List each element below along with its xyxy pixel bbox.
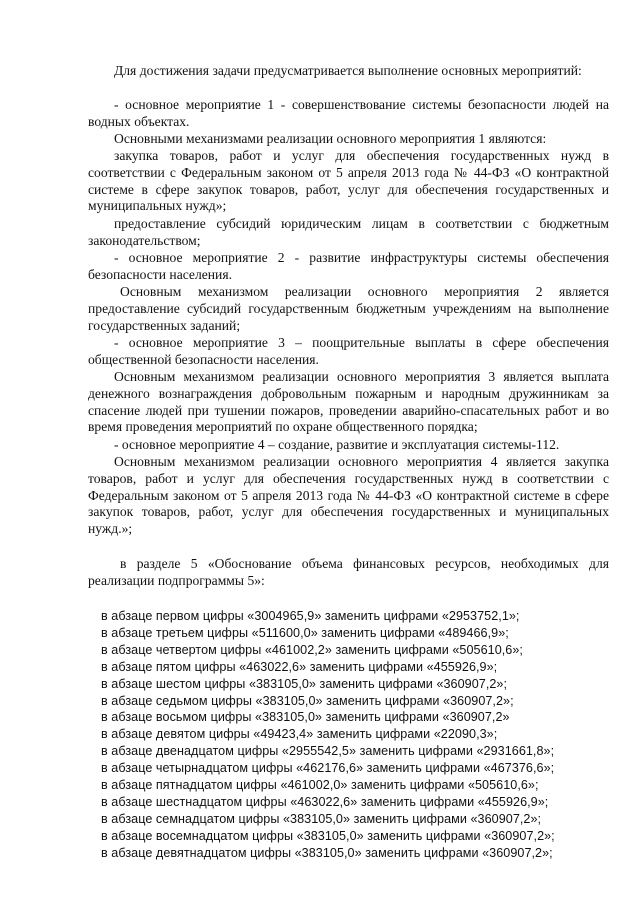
amendment-item: в абзаце четвертом цифры «461002,2» заменить цифрами «505610,6»;: [101, 642, 523, 657]
amendment-item: в абзаце семнадцатом цифры «383105,0» заменить цифрами «360907,2»;: [101, 811, 542, 826]
amendment-item: в абзаце двенадцатом цифры «2955542,5» заменить цифрами «2931661,8»;: [101, 744, 555, 759]
paragraph-procurement-1: закупка товаров, работ и услуг для обеспечения государственных нужд в соответствии с Федеральным законом от 5 апреля 2013 года № 44-ФЗ «О контрактной системе в сфере закупок товаров, работ, услуг для обеспечения государственных и муниципальных нужд»;: [88, 148, 609, 214]
amendment-item: в абзаце девятом цифры «49423,4» заменить цифрами «22090,3»;: [101, 727, 498, 742]
paragraph-activity-3: - основное мероприятие 3 – поощрительные выплаты в сфере обеспечения общественной безопасности населения.: [88, 335, 609, 367]
amendment-item: в абзаце первом цифры «3004965,9» заменить цифрами «2953752,1»;: [101, 609, 520, 623]
paragraph-mechanism-3: Основным механизмом реализации основного мероприятия 3 является выплата денежного вознаграждения добровольным пожарным и народным дружинникам за спасение людей при тушении пожаров, проведении аварийно-спасательных работ и во время проведения мероприятий по охране общественного порядка;: [88, 369, 609, 435]
amendment-item: в абзаце пятнадцатом цифры «461002,0» заменить цифрами «505610,6»;: [101, 778, 539, 793]
amendment-item: в абзаце седьмом цифры «383105,0» заменить цифрами «360907,2»;: [101, 693, 514, 708]
paragraph-section-5: в разделе 5 «Обоснование объема финансовых ресурсов, необходимых для реализации подпрограммы 5»:: [88, 556, 609, 588]
paragraph-mechanism-4: Основным механизмом реализации основного мероприятия 4 является закупка товаров, работ и услуг для обеспечения государственных нужд в соответствии с Федеральным законом от 5 апреля 2013 года № 44-ФЗ «О контрактной системе в сфере закупок товаров, работ, услуг для обеспечения государственных и муниципальных нужд.»;: [88, 454, 609, 537]
paragraph-activity-4: - основное мероприятие 4 – создание, развитие и эксплуатация системы-112.: [114, 437, 560, 452]
paragraph-subsidies-legal: предоставление субсидий юридическим лицам в соответствии с бюджетным законодательством;: [88, 216, 609, 248]
paragraph-mechanism-2: Основным механизмом реализации основного мероприятия 2 является предоставление субсидий государственным бюджетным учреждениям на выполнение государственных заданий;: [88, 284, 609, 333]
amendment-item: в абзаце шестнадцатом цифры «463022,6» заменить цифрами «455926,9»;: [101, 794, 549, 809]
amendment-item: в абзаце восьмом цифры «383105,0» заменить цифрами «360907,2»: [101, 710, 510, 725]
amendment-item: в абзаце пятом цифры «463022,6» заменить цифрами «455926,9»;: [101, 659, 498, 674]
amendment-item: в абзаце четырнадцатом цифры «462176,6» заменить цифрами «467376,6»;: [101, 761, 555, 776]
amendment-item: в абзаце восемнадцатом цифры «383105,0» заменить цифрами «360907,2»;: [101, 828, 555, 843]
paragraph-tasks-intro: Для достижения задачи предусматривается выполнение основных мероприятий:: [114, 63, 582, 78]
paragraph-mechanisms-1: Основными механизмами реализации основного мероприятия 1 являются:: [114, 131, 547, 146]
amendment-item: в абзаце девятнадцатом цифры «383105,0» заменить цифрами «360907,2»;: [101, 845, 553, 860]
amendment-item: в абзаце третьем цифры «511600,0» заменить цифрами «489466,9»;: [101, 625, 509, 640]
amendments-list: [101, 608, 621, 862]
amendment-item: в абзаце шестом цифры «383105,0» заменить цифрами «360907,2»;: [101, 676, 508, 691]
paragraph-activity-1: - основное мероприятие 1 - совершенствование системы безопасности людей на водных объектах.: [88, 97, 609, 129]
paragraph-activity-2: - основное мероприятие 2 - развитие инфраструктуры системы обеспечения безопасности населения.: [88, 250, 609, 282]
